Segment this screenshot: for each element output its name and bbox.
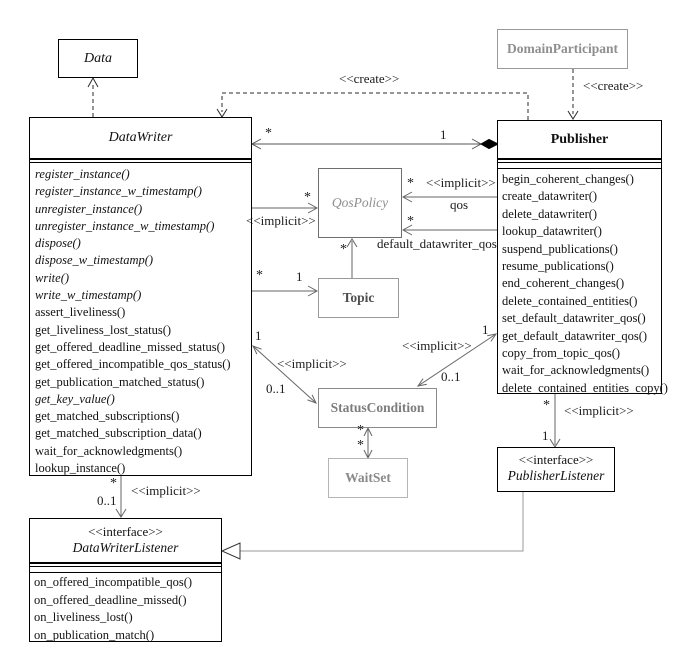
assoc-publisher-listener <box>550 394 560 447</box>
generalization-triangle <box>222 543 240 559</box>
method-item: dispose() <box>35 236 81 251</box>
method-item: begin_coherent_changes() <box>502 172 634 186</box>
class-title-datawriterlistener: DataWriterListener <box>72 540 179 555</box>
assoc-statuscondition-waitset <box>364 428 372 458</box>
stereotype-interface: <<interface>> <box>518 452 594 467</box>
multiplicity-star: * <box>543 398 550 413</box>
multiplicity-zero-one: 0..1 <box>266 381 286 396</box>
multiplicity-one: 1 <box>440 127 447 142</box>
method-item: wait_for_acknowledgments() <box>502 363 650 378</box>
multiplicity-star: * <box>256 268 263 283</box>
class-box-statuscondition <box>318 388 437 428</box>
datawriterlistener-method-list <box>30 573 221 644</box>
assoc-datawriter-topic <box>252 286 317 296</box>
multiplicity-star: * <box>110 476 117 491</box>
method-item: get_publication_matched_status() <box>35 374 205 389</box>
method-item: delete_contained_entities() <box>502 293 638 308</box>
class-box-publisher <box>497 120 668 395</box>
multiplicity-star: * <box>407 176 414 191</box>
class-box-topic <box>318 278 399 318</box>
class-box-domainparticipant <box>497 29 628 69</box>
method-item: register_instance() <box>35 167 130 181</box>
method-item: delete_contained_entities_copy() <box>502 380 668 395</box>
class-title-waitset: WaitSet <box>345 470 391 485</box>
method-item: register_instance_w_timestamp() <box>35 184 202 199</box>
method-item: get_offered_incompatible_qos_status() <box>35 357 231 372</box>
multiplicity-star: * <box>265 126 272 141</box>
label-create-right: <<create>> <box>583 78 644 93</box>
method-item: set_default_datawriter_qos() <box>502 311 646 326</box>
assoc-publisher-default-qos <box>403 225 497 235</box>
multiplicity-one: 1 <box>482 322 489 337</box>
class-box-qospolicy <box>318 168 402 238</box>
label-implicit: <<implicit>> <box>426 175 496 190</box>
datawriter-method-list <box>30 163 251 477</box>
method-item: on_liveliness_lost() <box>34 610 133 624</box>
label-create-left: <<create>> <box>339 71 400 86</box>
method-item: unregister_instance() <box>35 201 143 216</box>
label-implicit: <<implicit>> <box>564 403 634 418</box>
composition-diamond <box>481 140 498 149</box>
method-item: end_coherent_changes() <box>502 276 625 291</box>
method-item: resume_publications() <box>502 259 614 274</box>
title-compartment <box>30 519 221 562</box>
method-item: unregister_instance_w_timestamp() <box>35 218 215 233</box>
method-item: on_offered_deadline_missed() <box>34 592 187 607</box>
class-box-publisherlistener <box>497 447 615 492</box>
method-item: copy_from_topic_qos() <box>502 346 621 361</box>
method-item: get_offered_deadline_missed_status() <box>35 339 225 354</box>
multiplicity-zero-one: 0..1 <box>97 493 117 508</box>
dependency-create-publisher <box>568 69 578 119</box>
method-item: get_liveliness_lost_status() <box>35 322 172 337</box>
multiplicity-one: 1 <box>542 428 549 443</box>
publisher-method-list <box>498 169 668 397</box>
method-item: get_key_value() <box>35 391 115 406</box>
assoc-datawriter-listener <box>116 476 126 517</box>
composition-publisher-datawriter <box>252 139 498 149</box>
label-implicit: <<implicit>> <box>131 483 201 498</box>
class-box-data <box>58 39 138 78</box>
multiplicity-star: * <box>357 423 364 438</box>
class-title-publisher: Publisher <box>550 131 609 147</box>
method-item: assert_liveliness() <box>35 305 126 320</box>
class-title-datawriter: DataWriter <box>108 130 173 145</box>
method-item: wait_for_acknowledgments() <box>35 443 183 458</box>
multiplicity-star: * <box>357 438 364 453</box>
class-title-topic: Topic <box>342 290 375 305</box>
class-title-data: Data <box>84 50 112 66</box>
dependency-datawriter-data <box>88 78 98 117</box>
multiplicity-star: * <box>340 242 347 257</box>
multiplicity-star: * <box>304 190 311 205</box>
stereotype-interface: <<interface>> <box>88 524 163 539</box>
label-role-default-datawriter-qos: default_datawriter_qos <box>377 236 497 251</box>
dependency-create-datawriter <box>217 93 528 120</box>
method-item: get_matched_subscriptions() <box>35 409 180 424</box>
method-item: delete_datawriter() <box>502 206 598 221</box>
method-item: get_default_datawriter_qos() <box>502 328 648 343</box>
multiplicity-one: 1 <box>255 328 262 343</box>
multiplicity-star: * <box>407 214 414 229</box>
label-role-qos: qos <box>450 197 469 212</box>
method-item: on_publication_match() <box>34 627 155 642</box>
method-item: on_offered_incompatible_qos() <box>34 575 193 589</box>
method-item: write() <box>35 270 70 285</box>
class-box-waitset <box>328 458 408 498</box>
class-box-datawriter <box>29 117 252 476</box>
multiplicity-one: 1 <box>296 269 303 284</box>
method-item: suspend_publications() <box>502 241 618 256</box>
class-title-statuscondition: StatusCondition <box>330 400 425 415</box>
label-implicit: <<implicit>> <box>246 213 316 228</box>
generalization-publisherlistener-datawriterlistener <box>222 492 523 559</box>
multiplicity-zero-one: 0..1 <box>441 369 461 384</box>
label-implicit: <<implicit>> <box>277 356 347 371</box>
assoc-topic-qospolicy <box>347 239 357 278</box>
method-item: lookup_instance() <box>35 461 126 476</box>
method-item: write_w_timestamp() <box>35 288 142 303</box>
class-title-qospolicy: QosPolicy <box>331 195 389 210</box>
class-title-publisherlistener: PublisherListener <box>507 468 605 483</box>
method-item: lookup_datawriter() <box>502 224 602 239</box>
method-item: create_datawriter() <box>502 189 598 204</box>
class-box-datawriterlistener <box>29 518 222 642</box>
method-item: dispose_w_timestamp() <box>35 253 154 268</box>
method-item: get_matched_subscription_data() <box>35 426 202 441</box>
label-implicit: <<implicit>> <box>402 338 472 353</box>
class-title-domainparticipant: DomainParticipant <box>507 41 618 56</box>
